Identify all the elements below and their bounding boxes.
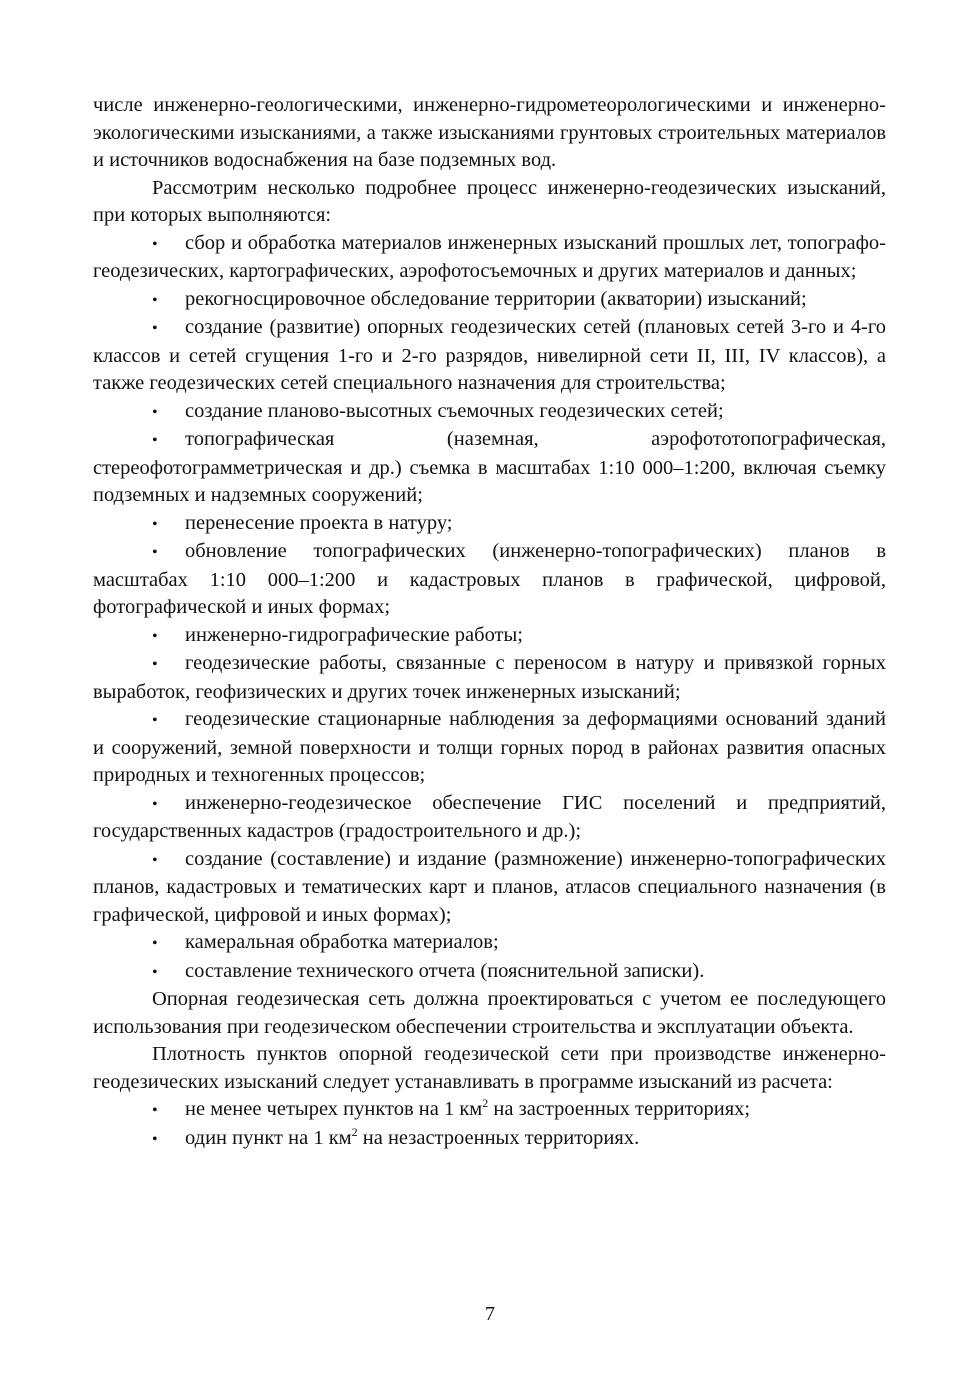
list-item-text: топографическая (наземная, аэрофототопографическая, стереофотограмметрическая и др.) съемка в масштабах 1:10 000–1:200, включая съемку подземных и надземных сооружений;: [93, 428, 886, 506]
list-item: [93, 510, 886, 539]
superscript: 2: [482, 1096, 489, 1110]
list-item-text: создание планово-высотных съемочных геодезических сетей;: [185, 399, 724, 422]
bullet-icon: •: [152, 1130, 158, 1148]
paragraph-reference-network: Опорная геодезическая сеть должна проектироваться с учетом ее последующего использования при геодезическом обеспечении строительства и эксплуатации объекта.: [93, 988, 886, 1038]
list-item: [93, 1096, 886, 1125]
bullet-icon: •: [152, 515, 158, 533]
list-item: [93, 622, 886, 651]
list-item: [93, 929, 886, 958]
paragraph-point-density: Плотность пунктов опорной геодезической сети при производстве инженерно-геодезических изысканий следует устанавливать в программе изысканий из расчета:: [93, 1043, 886, 1093]
density-text-before: один пункт на 1 км: [185, 1126, 352, 1149]
list-item: [93, 426, 886, 510]
survey-tasks-list: [93, 230, 886, 987]
list-item: [93, 230, 886, 286]
list-item-text: обновление топографических (инженерно-топографических) планов в масштабах 1:10 000–1:200 и кадастровых планов в графической, цифровой, фотографической и иных формах;: [93, 540, 886, 618]
list-item-text: геодезические стационарные наблюдения за деформациями оснований зданий и сооружений, земной поверхности и толщи горных пород в районах развития опасных природных и техногенных процессов;: [93, 708, 886, 786]
list-item: [93, 846, 886, 930]
list-item-text: инженерно-геодезическое обеспечение ГИС поселений и предприятий, государственных кадастров (градостроительного и др.);: [93, 791, 886, 842]
page-number: 7: [485, 1303, 495, 1325]
paragraph-survey-intro: Рассмотрим несколько подробнее процесс инженерно-геодезических изысканий, при которых выполняются:: [93, 176, 886, 226]
list-item-text: инженерно-гидрографические работы;: [185, 623, 523, 646]
list-item-text: геодезические работы, связанные с переносом в натуру и привязкой горных выработок, геофизических и других точек инженерных изысканий;: [93, 652, 886, 703]
list-item-text: создание (развитие) опорных геодезических сетей (плановых сетей 3-го и 4-го классов и сетей сгущения 1-го и 2-го разрядов, нивелирной сети II, III, IV классов), а также геодезических сетей специального назначения для строительства;: [93, 316, 886, 394]
bullet-icon: •: [152, 851, 158, 869]
bullet-icon: •: [152, 291, 158, 309]
superscript: 2: [351, 1124, 358, 1139]
intro-paragraph: числе инженерно-геологическими, инженерно-гидрометеорологическими и инженерно-экологическими изысканиями, а также изысканиями грунтовых строительных материалов и источников водоснабжения на базе подземных вод.: [93, 94, 886, 171]
bullet-icon: •: [152, 935, 158, 952]
bullet-icon: •: [152, 403, 158, 421]
density-text-after: на незастроенных территориях.: [357, 1126, 640, 1149]
bullet-icon: •: [152, 235, 158, 253]
bullet-icon: •: [152, 432, 158, 449]
list-item-text: сбор и обработка материалов инженерных изысканий прошлых лет, топографо-геодезических, картографических, аэрофотосъемочных и других материалов и данных;: [93, 231, 886, 282]
density-text-before: не менее четырех пунктов на 1 км: [185, 1098, 483, 1120]
list-item-text: создание (составление) и издание (размножение) инженерно-топографических планов, кадастровых и тематических карт и планов, атласов специального назначения (в графической, цифровой и иных формах);: [93, 847, 886, 926]
list-item-text: камеральная обработка материалов;: [185, 931, 499, 953]
list-item: [93, 1125, 886, 1154]
density-text-after: на застроенных территориях;: [488, 1098, 751, 1120]
list-item: [93, 314, 886, 398]
list-item: [93, 398, 886, 427]
bullet-icon: •: [152, 963, 158, 981]
bullet-icon: •: [152, 712, 158, 729]
bullet-icon: •: [152, 544, 158, 561]
list-item: [93, 706, 886, 790]
list-item-text: перенесение проекта в натуру;: [185, 511, 453, 534]
document-page: [93, 92, 886, 1153]
list-item: [93, 538, 886, 622]
density-list: [93, 1096, 886, 1153]
bullet-icon: •: [152, 320, 158, 337]
bullet-icon: •: [152, 656, 158, 673]
list-item: [93, 286, 886, 315]
list-item: [93, 790, 886, 846]
bullet-icon: •: [152, 627, 158, 645]
bullet-icon: •: [152, 795, 158, 813]
list-item: [93, 650, 886, 706]
bullet-icon: •: [152, 1102, 158, 1119]
list-item: [93, 958, 886, 987]
list-item-text: составление технического отчета (пояснительной записки).: [185, 959, 705, 982]
list-item-text: рекогносцировочное обследование территории (акватории) изысканий;: [185, 287, 807, 310]
